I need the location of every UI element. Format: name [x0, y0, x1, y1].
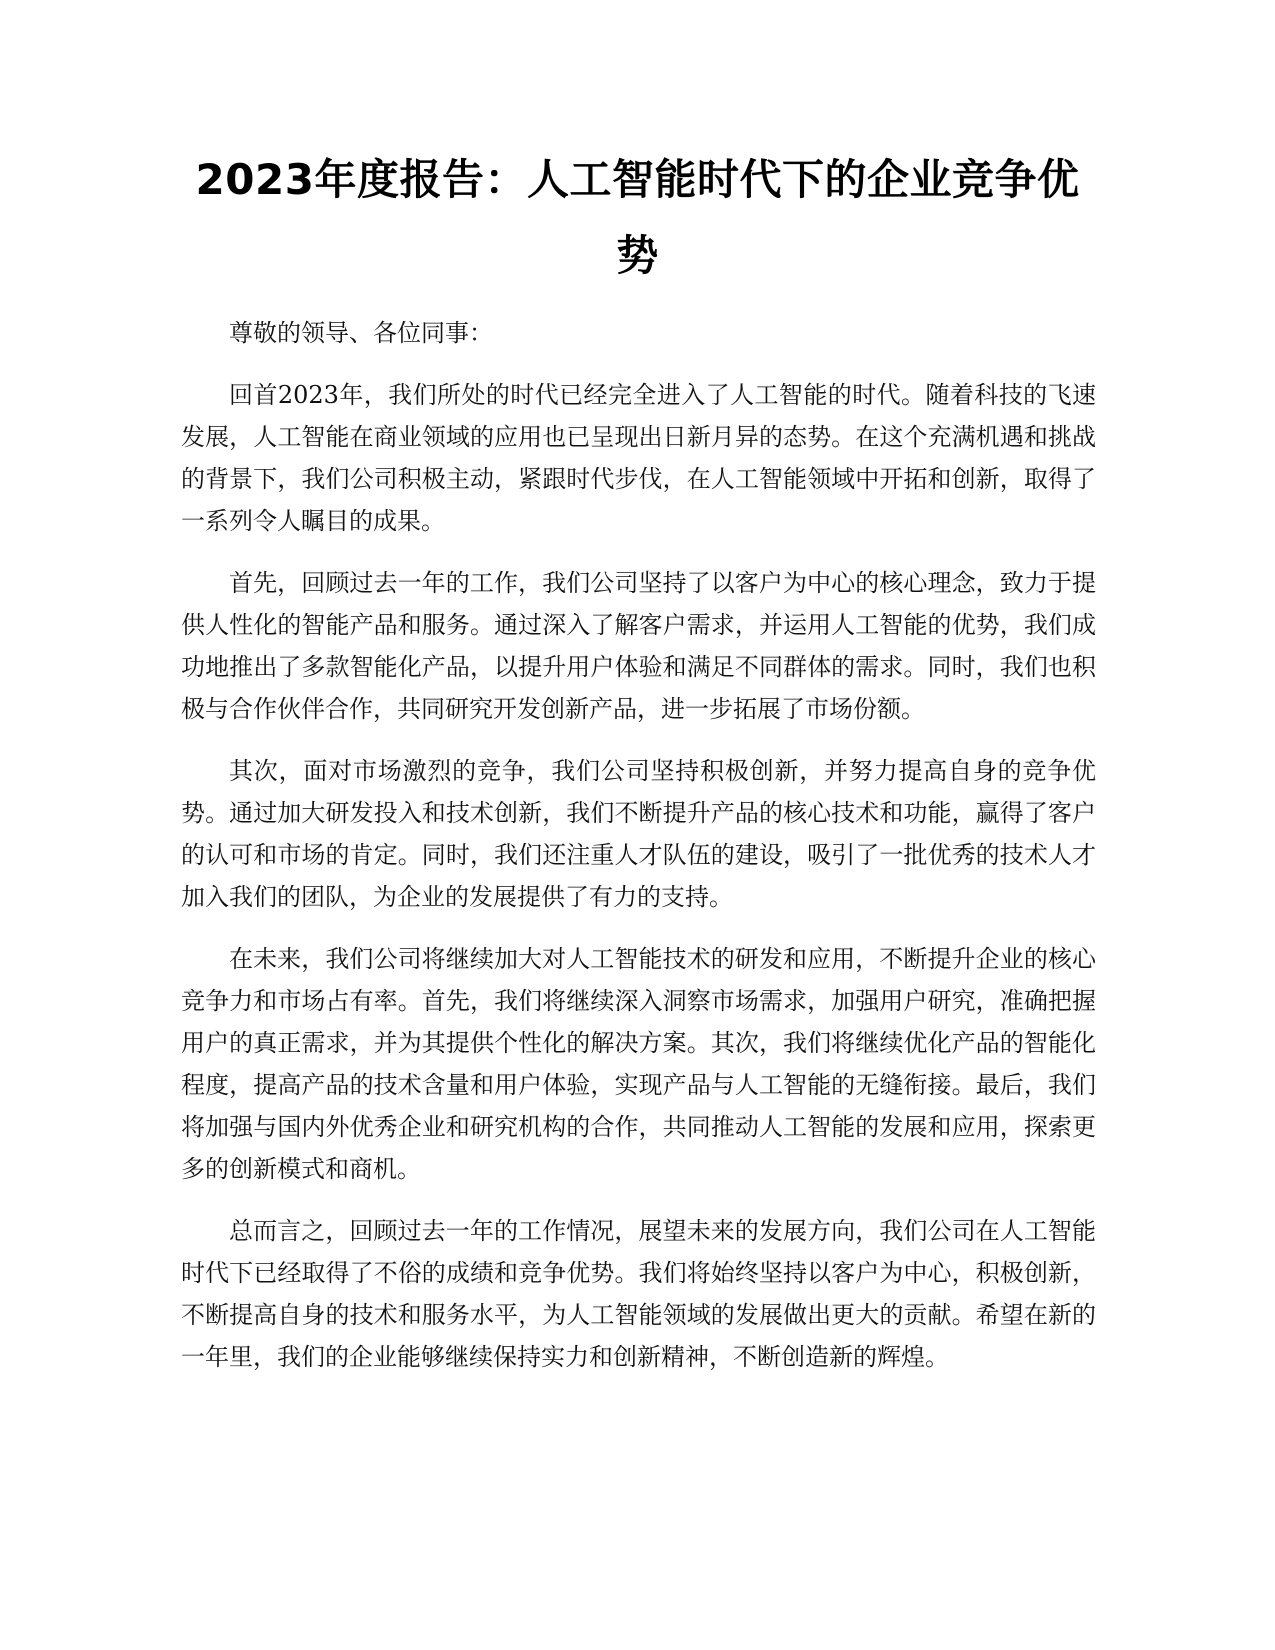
intro-paragraph: 回首2023年，我们所处的时代已经完全进入了人工智能的时代。随着科技的飞速发展，人工智能在商业领域的应用也已呈现出日新月异的态势。在这个充满机遇和挑战的背景下，我们公司积极主动，紧跟时代步伐，在人工智能领域中开拓和创新，取得了一系列令人瞩目的成果。 [181, 381, 1096, 535]
future-paragraph: 在未来，我们公司将继续加大对人工智能技术的研发和应用，不断提升企业的核心竞争力和市场占有率。首先，我们将继续深入洞察市场需求，加强用户研究，准确把握用户的真正需求，并为其提供个性化的解决方案。其次，我们将继续优化产品的智能化程度，提高产品的技术含量和用户体验，实现产品与人工智能的无缝衔接。最后，我们将加强与国内外优秀企业和研究机构的合作，共同推动人工智能的发展和应用，探索更多的创新模式和商机。 [181, 945, 1096, 1183]
competition-paragraph: 其次，面对市场激烈的竞争，我们公司坚持积极创新，并努力提高自身的竞争优势。通过加大研发投入和技术创新，我们不断提升产品的核心技术和功能，赢得了客户的认可和市场的肯定。同时，我们还注重人才队伍的建设，吸引了一批优秀的技术人才加入我们的团队，为企业的发展提供了有力的支持。 [181, 757, 1096, 911]
conclusion-paragraph: 总而言之，回顾过去一年的工作情况，展望未来的发展方向，我们公司在人工智能时代下已经取得了不俗的成绩和竞争优势。我们将始终坚持以客户为中心，积极创新，不断提高自身的技术和服务水平，为人工智能领域的发展做出更大的贡献。希望在新的一年里，我们的企业能够继续保持实力和创新精神，不断创造新的辉煌。 [181, 1217, 1096, 1371]
document-body [181, 312, 1096, 1398]
review-paragraph: 首先，回顾过去一年的工作，我们公司坚持了以客户为中心的核心理念，致力于提供人性化的智能产品和服务。通过深入了解客户需求，并运用人工智能的优势，我们成功地推出了多款智能化产品，以提升用户体验和满足不同群体的需求。同时，我们也积极与合作伙伴合作，共同研究开发创新产品，进一步拓展了市场份额。 [181, 569, 1096, 723]
document-title: 2023年度报告：人工智能时代下的企业竞争优势 [195, 155, 1080, 280]
salutation-paragraph: 尊敬的领导、各位同事： [229, 319, 493, 347]
